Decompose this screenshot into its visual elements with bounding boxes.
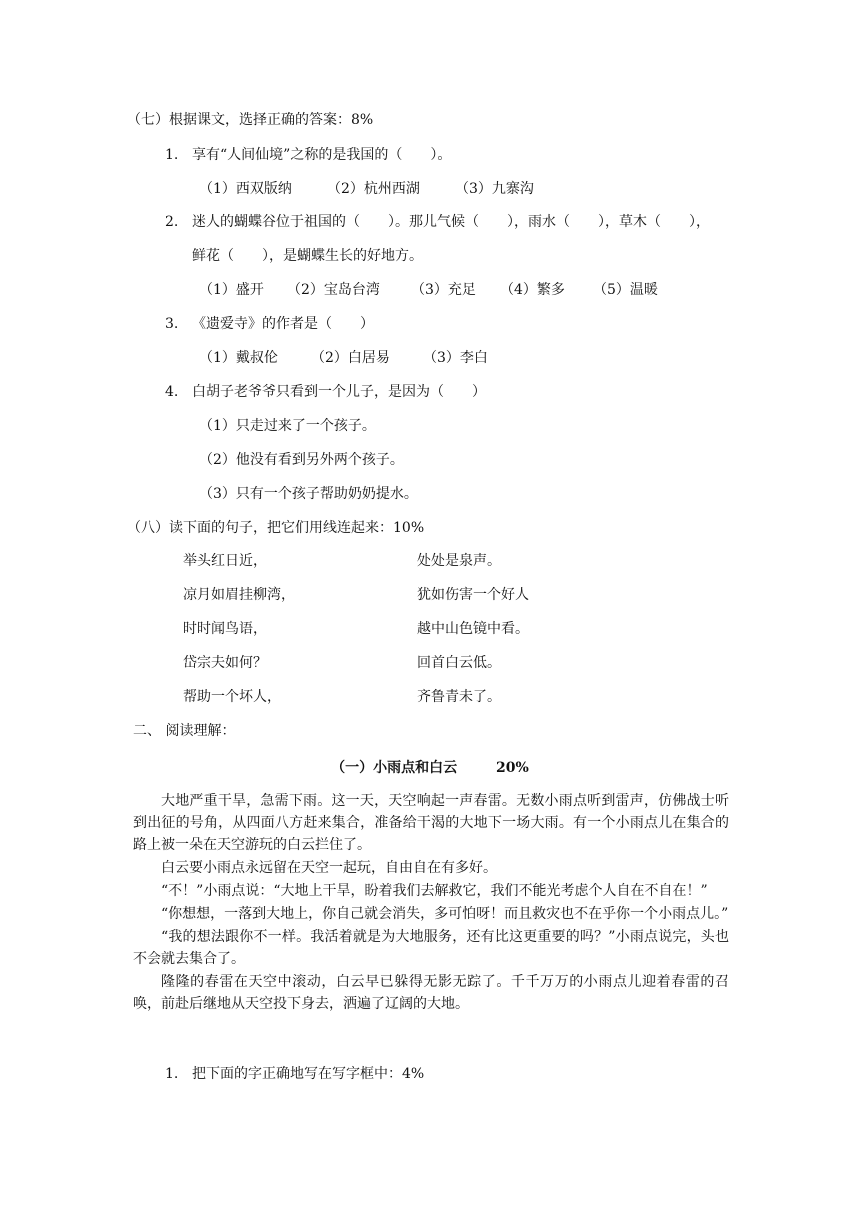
match-left-2: 凉月如眉挂柳湾， bbox=[183, 587, 295, 603]
passage-body bbox=[133, 790, 729, 1016]
q4-option-2: （2）他没有看到另外两个孩子。 bbox=[199, 452, 404, 468]
match-right-2: 犹如伤害一个好人 bbox=[417, 587, 529, 603]
q3-text: 《遗爱寺》的作者是（ ） bbox=[192, 316, 374, 332]
match-right-1: 处处是泉声。 bbox=[417, 553, 501, 569]
section7-heading: （七）根据课文，选择正确的答案：8% bbox=[127, 112, 374, 128]
passage-paragraph-5: “我的想法跟你不一样。我活着就是为大地服务，还有比这更重要的吗？”小雨点说完，头也不会就去集合了。 bbox=[133, 929, 729, 967]
reading-q1-text: 把下面的字正确地写在写字框中：4% bbox=[192, 1066, 425, 1082]
q2-option-1: （1）盛开 bbox=[199, 282, 264, 298]
q2-option-4: （4）繁多 bbox=[500, 282, 565, 298]
part2-heading: 二、 阅读理解： bbox=[133, 723, 236, 739]
q1-number: 1. bbox=[165, 147, 179, 163]
passage-paragraph-1: 大地严重干旱，急需下雨。这一天，天空响起一声春雷。无数小雨点听到雷声，仿佛战士听到出征的号角，从四面八方赶来集合，准备给干渴的大地下一场大雨。有一个小雨点儿在集合的路上被一朵在天空游玩的白云拦住了。 bbox=[133, 793, 729, 853]
match-left-5: 帮助一个坏人， bbox=[183, 689, 281, 705]
passage-title-text: （一）小雨点和白云 bbox=[331, 760, 458, 776]
q1-option-3: （3）九寨沟 bbox=[455, 181, 534, 197]
q1-option-1: （1）西双版纳 bbox=[199, 181, 292, 197]
q3-option-1: （1）戴叔伦 bbox=[199, 350, 278, 366]
q1-text: 享有“人间仙境”之称的是我国的（ ）。 bbox=[192, 147, 452, 163]
passage-paragraph-2: 白云要小雨点永远留在天空一起玩，自由自在有多好。 bbox=[161, 860, 497, 876]
q4-option-1: （1）只走过来了一个孩子。 bbox=[199, 418, 376, 434]
q2-option-3: （3）充足 bbox=[411, 282, 476, 298]
q3-number: 3. bbox=[165, 316, 179, 332]
q2-number: 2. bbox=[165, 214, 179, 230]
passage-paragraph-6: 隆隆的春雷在天空中滚动，白云早已躲得无影无踪了。千千万万的小雨点儿迎着春雷的召唤，前赴后继地从天空投下身去，洒遍了辽阔的大地。 bbox=[133, 974, 729, 1012]
passage-paragraph-3: “不！”小雨点说：“大地上干旱，盼着我们去解救它，我们不能光考虑个人自在不自在！” bbox=[161, 883, 708, 899]
q2-text-continued: 鲜花（ ），是蝴蝶生长的好地方。 bbox=[192, 248, 423, 264]
section8-heading: （八）读下面的句子，把它们用线连起来：10% bbox=[127, 520, 425, 536]
reading-q1-number: 1. bbox=[165, 1066, 179, 1082]
match-right-5: 齐鲁青未了。 bbox=[417, 689, 501, 705]
match-right-3: 越中山色镜中看。 bbox=[417, 621, 529, 637]
match-left-4: 岱宗夫如何？ bbox=[183, 655, 267, 671]
match-right-4: 回首白云低。 bbox=[417, 655, 501, 671]
q3-option-3: （3）李白 bbox=[423, 350, 488, 366]
passage-paragraph-4: “你想想，一落到大地上，你自己就会消失，多可怕呀！而且救灾也不在乎你一个小雨点儿。” bbox=[161, 906, 729, 922]
q4-option-3: （3）只有一个孩子帮助奶奶提水。 bbox=[199, 486, 418, 502]
q2-option-5: （5）温暖 bbox=[593, 282, 658, 298]
q2-option-2: （2）宝岛台湾 bbox=[287, 282, 380, 298]
match-left-1: 举头红日近， bbox=[183, 553, 267, 569]
q3-option-2: （2）白居易 bbox=[311, 350, 390, 366]
passage-title bbox=[0, 758, 860, 778]
q4-text: 白胡子老爷爷只看到一个儿子，是因为（ ） bbox=[192, 384, 486, 400]
q4-number: 4. bbox=[165, 384, 179, 400]
passage-score: 20% bbox=[496, 760, 529, 776]
match-left-3: 时时闻鸟语， bbox=[183, 621, 267, 637]
q1-option-2: （2）杭州西湖 bbox=[327, 181, 420, 197]
q2-text: 迷人的蝴蝶谷位于祖国的（ ）。那儿气候（ ），雨水（ ），草木（ ）， bbox=[192, 214, 710, 230]
